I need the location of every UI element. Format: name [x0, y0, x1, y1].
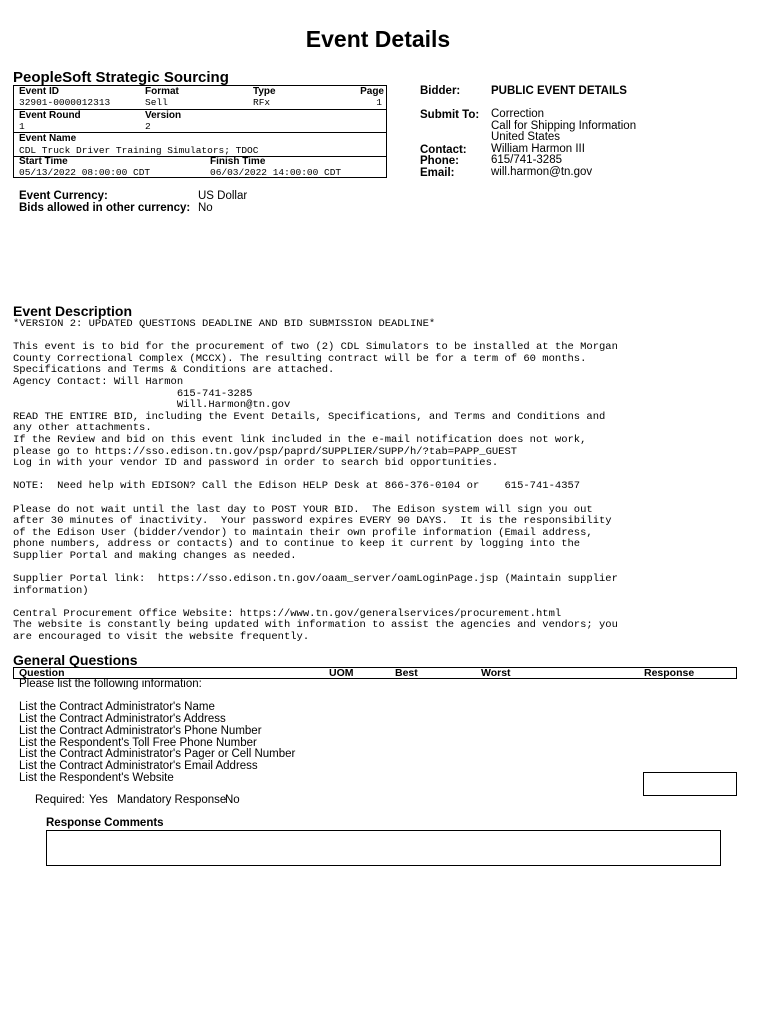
start-time-value: 05/13/2022 08:00:00 CDT [19, 167, 151, 178]
phone-value: 615/741-3285 [491, 154, 562, 166]
type-value: RFx [253, 97, 271, 108]
contact-value: William Harmon III [491, 143, 585, 155]
event-info-box [13, 85, 387, 178]
org-name: PeopleSoft Strategic Sourcing [13, 69, 229, 86]
required-value: Yes [89, 794, 108, 806]
email-value: will.harmon@tn.gov [491, 166, 593, 178]
submit-to-line-3: United States [491, 131, 561, 143]
submit-to-line-1: Correction [491, 108, 545, 120]
event-round-value: 1 [19, 121, 25, 132]
response-comments-label: Response Comments [46, 817, 164, 829]
mandatory-response-label: Mandatory Response [117, 794, 227, 806]
column-best: Best [395, 667, 418, 679]
finish-time-label: Finish Time [210, 156, 266, 167]
bidder-label: Bidder: [420, 85, 461, 97]
email-label: Email: [420, 167, 455, 179]
bidder-value: PUBLIC EVENT DETAILS [491, 85, 627, 97]
mandatory-response-value: No [225, 794, 240, 806]
general-questions-heading: General Questions [13, 652, 138, 668]
event-row-1 [14, 86, 386, 110]
page-value: 1 [376, 97, 382, 108]
submit-to-label: Submit To: [420, 109, 480, 121]
version-label: Version [145, 110, 182, 121]
submit-to-line-2: Call for Shipping Information [491, 120, 637, 132]
event-round-label: Event Round [19, 110, 81, 121]
event-name-label: Event Name [19, 133, 77, 144]
currency-value: US Dollar [198, 190, 248, 202]
currency-label: Event Currency: [19, 190, 108, 202]
column-question: Question [19, 667, 65, 679]
other-currency-value: No [198, 202, 213, 214]
event-id-value: 32901-0000012313 [19, 97, 111, 108]
finish-time-value: 06/03/2022 14:00:00 CDT [210, 167, 342, 178]
version-value: 2 [145, 121, 151, 132]
event-description-heading: Event Description [13, 303, 133, 319]
format-value: Sell [145, 97, 168, 108]
column-uom: UOM [329, 667, 354, 679]
event-row-2 [14, 109, 386, 133]
event-row-4 [14, 156, 386, 178]
event-id-label: Event ID [19, 86, 60, 97]
format-label: Format [145, 86, 179, 97]
response-input[interactable] [643, 772, 737, 796]
type-label: Type [253, 86, 276, 97]
other-currency-label: Bids allowed in other currency: [19, 202, 191, 214]
contact-label: Contact: [420, 144, 467, 156]
event-description-text: *VERSION 2: UPDATED QUESTIONS DEADLINE AND BID SUBMISSION DEADLINE* This event is to bid for the procurement of two (2) CDL Simulators to be installed at the Morgan County Correctional Complex (MCCX). The resulting contract will be for a term of 60 months. Specifications and Terms & Conditions are attached. Agency Contact: Will Harmon 615-741-3285 Will.Harmon@tn.gov READ THE ENTIRE BID, including the Event Details, Specifications, and Terms and Conditions and any other attachments. If the Review and bid on this event link included in the e-mail notification does not work, please go to https://sso.edison.tn.gov/psp/paprd/SUPPLIER/SUPP/h/?tab=PAPP_GUEST Log in with your vendor ID and password in order to search bid opportunities. NOTE: Need help with EDISON? Call the Edison HELP Desk at 866-376-0104 or 615-741-4357 Please do not wait until the last day to POST YOUR BID. The Edison system will sign you out after 30 minutes of inactivity. Your password expires EVERY 90 DAYS. It is the responsibility of the Edison User (bidder/vendor) to maintain their own profile information (Email address, phone numbers, address or contacts) and to continue to keep it current by logging into the Supplier Portal and making changes as needed. Supplier Portal link: https://sso.edison.tn.gov/oaam_server/oamLoginPage.jsp (Maintain supplier information) Central Procurement Office Website: https://www.tn.gov/generalservices/procurement.html The website is constantly being updated with information to assist the agencies and vendors; you are encouraged to visit the website frequently. [13, 318, 618, 644]
start-time-label: Start Time [19, 156, 68, 167]
phone-label: Phone: [420, 155, 459, 167]
event-row-3 [14, 132, 386, 157]
page-title: Event Details [305, 26, 451, 52]
required-label: Required: [35, 794, 85, 806]
column-response: Response [644, 667, 695, 679]
question-text: Please list the following information: List the Contract Administrator's Name List the Contract Administrator's Address List the Contract Administrator's Phone Number List the Respondent's Toll Free Phone Number List the Contract Administrator's Pager or Cell Number List the Contract Administrator's Email Address List the Respondent's Website [19, 678, 296, 784]
response-comments-box[interactable] [46, 830, 721, 866]
column-worst: Worst [481, 667, 511, 679]
event-name-value: CDL Truck Driver Training Simulators; TDOC [19, 145, 259, 156]
page-label: Page [360, 86, 384, 97]
